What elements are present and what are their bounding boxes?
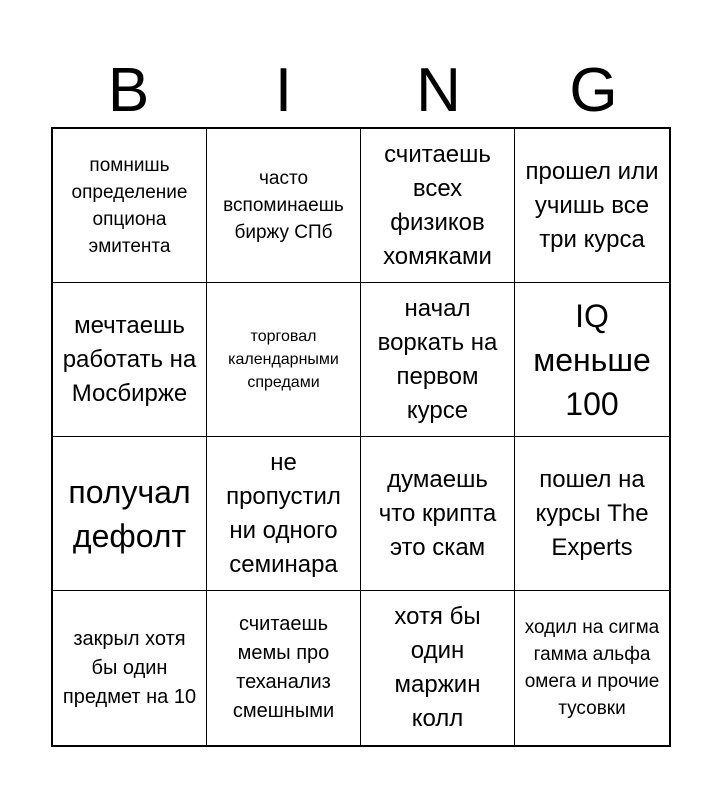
bingo-cell-text: получал дефолт xyxy=(68,473,191,554)
bingo-cell-r2-c3[interactable] xyxy=(361,283,515,437)
bingo-cell-text: часто вспоминаешь биржу СПб xyxy=(223,168,344,243)
bingo-cell-r1-c2[interactable] xyxy=(207,129,361,283)
bingo-cell-text: считаешь всех физиков хомяками xyxy=(383,140,492,270)
header-letter-b: B xyxy=(107,56,150,125)
bingo-cell-r4-c1[interactable] xyxy=(53,591,207,745)
bingo-cell-r1-c4[interactable] xyxy=(515,129,669,283)
bingo-cell-r3-c2[interactable] xyxy=(207,437,361,591)
bingo-cell-r3-c4[interactable] xyxy=(515,437,669,591)
bingo-cell-r3-c1[interactable] xyxy=(53,437,207,591)
bingo-cell-r1-c3[interactable] xyxy=(361,129,515,283)
bingo-cell-r4-c2[interactable] xyxy=(207,591,361,745)
bingo-cell-text: начал воркать на первом курсе xyxy=(377,294,498,424)
bingo-cell-text: прошел или учишь все три курса xyxy=(525,157,659,253)
header-letter-g: G xyxy=(569,56,618,125)
bingo-cell-r4-c3[interactable] xyxy=(361,591,515,745)
bingo-cell-text: думаешь что крипта это скам xyxy=(378,465,497,561)
bingo-header xyxy=(51,58,671,124)
bingo-cell-r4-c4[interactable] xyxy=(515,591,669,745)
bingo-cell-r2-c4[interactable] xyxy=(515,283,669,437)
bingo-cell-text: ходил на сигма гамма альфа омега и прочие тусовки xyxy=(524,617,660,719)
bingo-cell-text: считаешь мемы про теханализ смешными xyxy=(232,613,335,722)
bingo-board xyxy=(51,127,671,747)
bingo-cell-text: закрыл хотя бы один предмет на 10 xyxy=(62,627,197,708)
bingo-cell-text: пошел на курсы The Experts xyxy=(535,465,649,561)
header-letter-n: N xyxy=(416,56,461,125)
bingo-cell-text: торговал календарными спредами xyxy=(228,328,339,391)
bingo-cell-text: помнишь определение опциона эмитента xyxy=(71,154,188,257)
bingo-cell-r1-c1[interactable] xyxy=(53,129,207,283)
bingo-cell-text: не пропустил ни одного семинара xyxy=(226,448,341,578)
bingo-cell-r3-c3[interactable] xyxy=(361,437,515,591)
bingo-cell-text: хотя бы один маржин колл xyxy=(394,603,481,732)
bingo-cell-text: IQ меньше 100 xyxy=(533,297,651,422)
bingo-cell-text: мечтаешь работать на Мосбирже xyxy=(62,311,197,407)
bingo-cell-r2-c1[interactable] xyxy=(53,283,207,437)
header-letter-i: I xyxy=(274,56,293,125)
bingo-cell-r2-c2[interactable] xyxy=(207,283,361,437)
